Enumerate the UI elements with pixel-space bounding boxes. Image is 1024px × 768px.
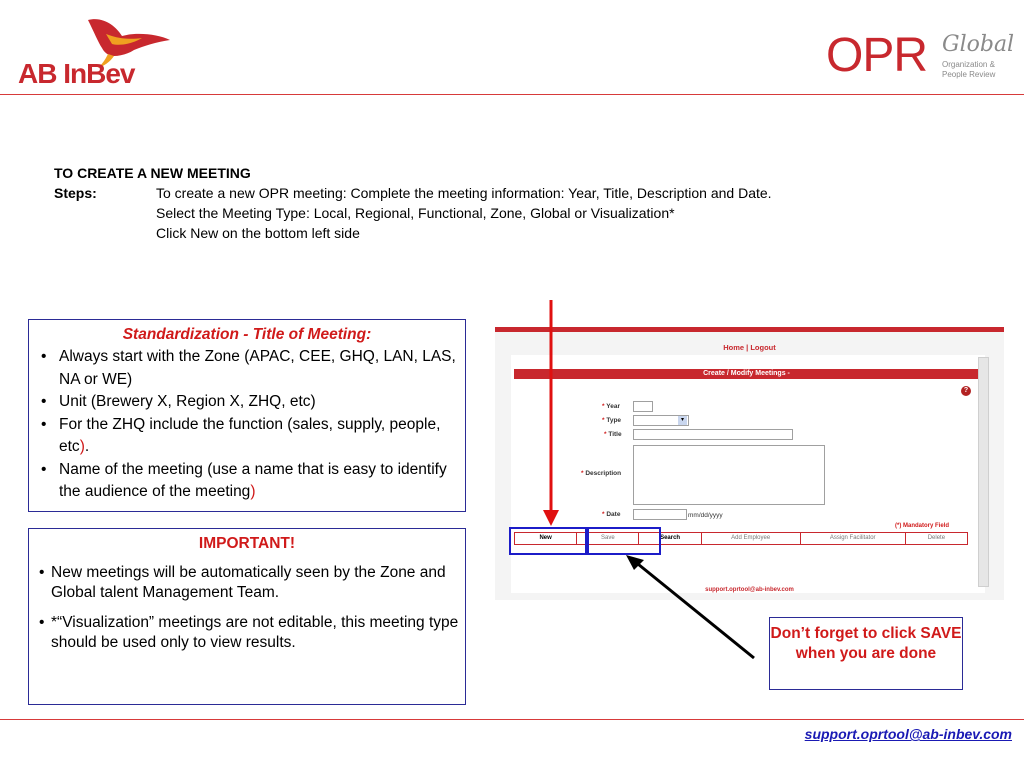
global-wordmark: Global: [942, 32, 1015, 57]
step-2: Select the Meeting Type: Local, Regional, Functional, Zone, Global or Visualization*: [156, 205, 675, 221]
std-item-4: Name of the meeting (use a name that is easy to identify the audience of the meeting: [59, 460, 447, 500]
save-button[interactable]: Save: [577, 533, 639, 544]
std-item-3: For the ZHQ include the function (sales, supply, people, etc: [59, 415, 441, 455]
step-1: To create a new OPR meeting: Complete the meeting information: Year, Title, Description and Date.: [156, 185, 772, 201]
std-item-3-period: .: [84, 438, 90, 455]
create-modify-banner: Create / Modify Meetings -: [514, 369, 979, 379]
std-item-3-paren: ): [79, 438, 85, 455]
std-item-1: Always start with the Zone (APAC, CEE, GHQ, LAN, LAS, NA or WE): [59, 348, 456, 388]
chevron-down-icon: ▾: [678, 416, 687, 425]
home-logout-nav[interactable]: Home | Logout: [723, 343, 776, 352]
footer-divider: [0, 719, 1024, 720]
standardization-heading: Standardization - Title of Meeting:: [122, 326, 372, 343]
new-button[interactable]: New: [515, 533, 577, 544]
description-label: * Description: [581, 470, 622, 477]
opr-subtitle-line2: People Review: [942, 70, 996, 79]
brand-left-text: AB InBev: [18, 58, 135, 89]
red-down-arrow-icon: [543, 300, 559, 526]
help-icon[interactable]: ?: [961, 386, 971, 396]
opr-subtitle-line1: Organization &: [942, 60, 995, 69]
important-heading: IMPORTANT!: [198, 535, 296, 552]
title-label: * Title: [604, 431, 622, 438]
list-item: • *“Visualization” meetings are not editable, this meeting type should be used only to view results.: [39, 613, 465, 653]
add-employee-button[interactable]: Add Employee: [702, 533, 801, 544]
step-3: Click New on the bottom left side: [156, 225, 360, 241]
steps-label: Steps:: [54, 185, 97, 201]
support-email-link[interactable]: support.oprtool@ab-inbev.com: [804, 726, 1012, 742]
screenshot-support-link[interactable]: support.oprtool@ab-inbev.com: [705, 587, 794, 593]
mandatory-note: (*) Mandatory Field: [895, 523, 950, 529]
year-label: * Year: [602, 403, 620, 410]
opr-wordmark: OPR: [826, 29, 928, 82]
save-reminder-text: Don’t forget to click SAVE when you are done: [770, 625, 962, 662]
delete-button[interactable]: Delete: [927, 535, 946, 541]
date-label: * Date: [602, 511, 621, 518]
black-up-arrow-icon: [626, 555, 754, 658]
instructions-title: TO CREATE A NEW MEETING: [54, 165, 251, 181]
date-format-hint: mm/dd/yyyy: [688, 512, 723, 519]
std-item-4-paren: ): [250, 483, 256, 500]
std-item-2: Unit (Brewery X, Region X, ZHQ, etc): [59, 393, 316, 410]
list-item: • New meetings will be automatically seen by the Zone and Global talent Management Team.: [39, 563, 465, 603]
assign-facilitator-button[interactable]: Assign Facilitator: [801, 533, 906, 544]
type-label: * Type: [602, 417, 622, 424]
search-button[interactable]: Search: [639, 533, 701, 544]
